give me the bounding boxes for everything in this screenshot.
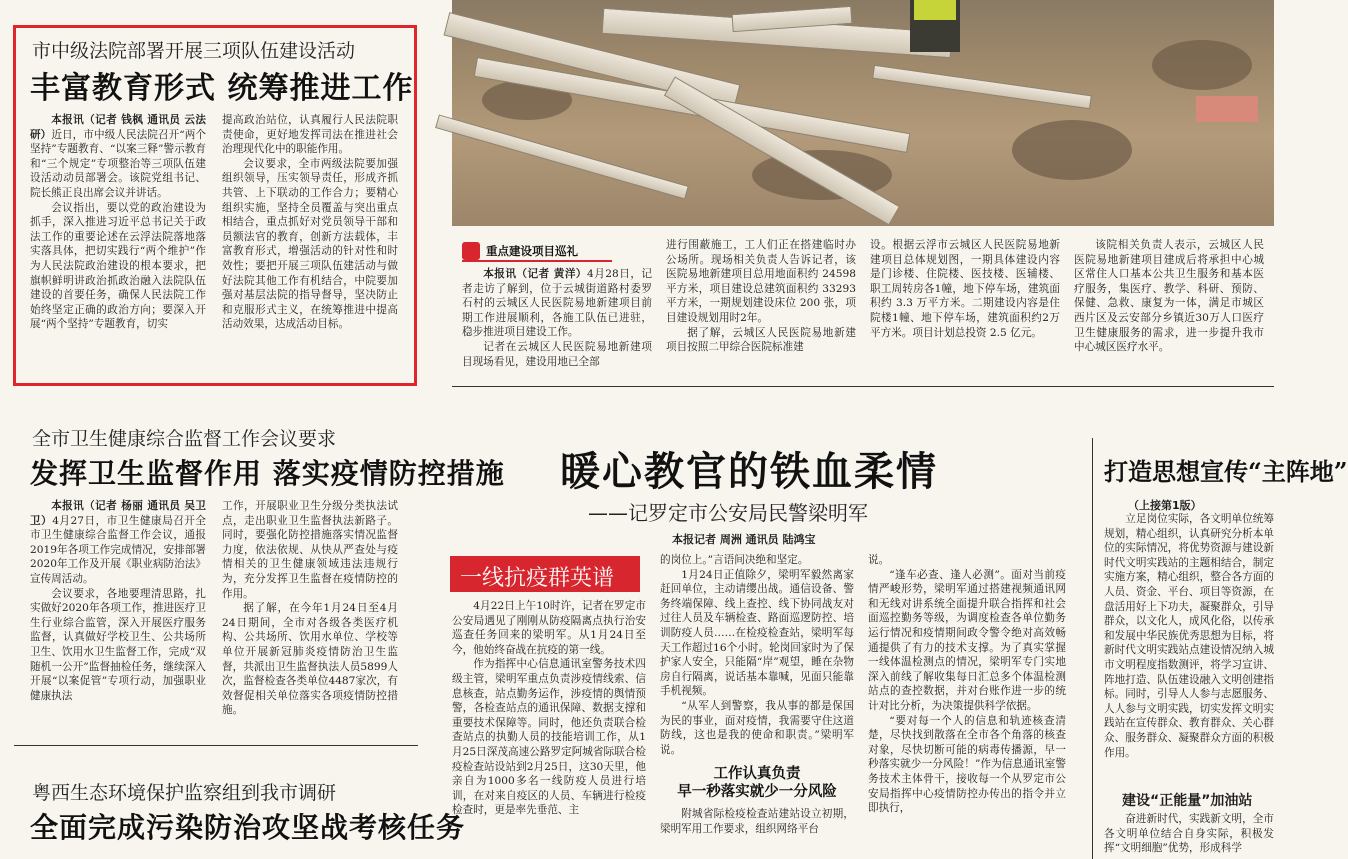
divider — [452, 386, 1274, 387]
police-column-2 — [660, 553, 854, 859]
hospital-text-6: 该院相关负责人表示，云城区人民医院易地新建项目建成后将承担中心城区常住人口基本公共卫生服务和基本医疗服务，集医疗、教学、科研、预防、保健、急救、康复为一体，满足市城区西片区及云安部分乡镇近30万人口医疗卫生健康服务的需求，进一步提升我市中心城区医疗水平。 — [1074, 239, 1264, 354]
health-column-2 — [222, 499, 398, 731]
police-subhead: ——记罗定市公安局民警梁明军 — [588, 501, 868, 525]
hospital-text-2: 记者在云城区人民医院易地新建项目现场看见，建设用地已全部 — [462, 340, 652, 368]
police-text-1: 4月22日上午10时许，记者在罗定市公安局遇见了刚刚从防疫隔离点执行治安巡查任务回来的梁明军。从1月24日至今，他始终奋战在抗疫的第一线。 — [452, 600, 646, 656]
culture-text-2: 奋进新时代，实践新文明，全市各文明单位结合自身实际，积极发挥“文明细胞”优势，形成科学 — [1104, 813, 1274, 855]
health-kicker: 全市卫生健康综合监督工作会议要求 — [32, 428, 337, 450]
culture-column-2 — [1104, 812, 1274, 859]
health-text-3: 工作，开展职业卫生分级分类执法试点，走出职业卫生监督执法新路子。同时，要强化防控措施落实情况监督力度，依法依规、从快从严查处与疫情相关的卫生健康领域违法违规行为，充分发挥卫生监督在疫情防控的作用。 — [222, 500, 398, 600]
hospital-column-2 — [666, 238, 856, 375]
court-byline: 本报讯（记者 钱枫 通讯员 云法研） — [30, 114, 206, 141]
hospital-text-4: 据了解，云城区人民医院易地新建项目按照二甲综合医院标准建 — [666, 326, 856, 354]
police-section-banner: 一线抗疫群英谱 — [450, 556, 640, 592]
police-text-2: 作为指挥中心信息通讯室警务技术四级主管，梁明军重点负责涉疫情线索、信息核查，站点勤务运作，涉疫情的舆情预警，各检查站点的通讯保障、数据支撑和重要技术保障等。同时，他还负责联合检查站点的执勤人员的技能培训工作，从1月25日深茂高速公路罗定阿城省际联合检疫检查站设站到2月25日，这30天里，他亲自为1000多名一线防疫人员进行培训，在对来自疫区的人员、车辆进行检疫检查时，更是率先垂范、主 — [452, 658, 646, 817]
police-text-6: 附城省际检疫检查站建站设立初期，梁明军用工作要求，组织网络平台 — [660, 808, 854, 835]
hospital-text-3: 进行围蔽施工，工人们正在搭建临时办公场所。现场相关负责人告诉记者，该医院易地新建项目总用地面积约 24598 平方米，项目建设总建筑面积约 33293 平方米，一期规划建设床位 200 张，项目建设规划用时2年。 — [666, 239, 856, 324]
court-text-3: 提高政治站位，认真履行人民法院职责使命，更好地发挥司法在推进社会治理现代化中的职能作用。 — [222, 114, 398, 156]
police-text-5: “从军人到警察，我从事的都是保国为民的事业，面对疫情，我需要守住这道防线，这也是我的使命和职责。”梁明军说。 — [660, 699, 854, 756]
police-byline: 本报记者 周洲 通讯员 陆鸿宝 — [672, 533, 816, 546]
health-column-1 — [30, 499, 206, 731]
construction-photo — [452, 0, 1274, 226]
hospital-column-3 — [870, 238, 1060, 375]
police-subhead-line-2: 早一秒落实就少一分风险 — [677, 784, 837, 801]
court-column-2 — [222, 113, 398, 371]
court-text-2: 会议指出，要以党的政治建设为抓手，深入推进习近平总书记关于政法工作的重要论述在云浮法院落地落实落具体，把切实践行“两个维护”作为人民法院政治建设的根本要求，把旗帜鲜明讲政治抓政治融入法院队伍建设的首要任务，确保人民法院工作始终坚定正确的政治方向；要深入开展“两个坚持”专题教育，切实 — [30, 201, 206, 331]
police-column-3 — [868, 553, 1066, 859]
tag-marker-icon — [462, 242, 480, 260]
court-text-4: 会议要求，全市两级法院要加强组织领导，压实领导责任，形成齐抓共管、上下联动的工作合力；要精心组织实施，坚持全员覆盖与突出重点相结合，重点抓好对党员领导干部和员额法官的教育，创新方法载体，丰富教育形式，增强活动的针对性和时效性；要把开展三项队伍建活动与做好法院其他工作有机结合，中院要加强对基层法院的指导督导，坚决防止和克服形式主义，在统筹推进中提高活动效果，达成活动目标。 — [222, 157, 398, 331]
hospital-column-1 — [462, 267, 652, 375]
health-byline: 本报讯（记者 杨丽 通讯员 吴卫卫） — [30, 500, 206, 527]
hospital-tag: 重点建设项目巡礼 — [486, 244, 578, 258]
court-column-1 — [30, 113, 206, 371]
police-text-8: “逢车必查、逢人必测”。面对当前疫情严峻形势，梁明军通过搭建视频通讯网和无线对讲系统全面提升联合指挥和社会面巡控勤务等级，为调度检查各单位勤务运行情况和疫情期间政令警令绝对高效畅通提供了有力的技术支撑。为了真实掌握一线体温检测点的情况，梁明军专门实地深入前线了解收集每日汇总多个体温检测站点的查控数据，并对台账作进一步的统计对比分析，为决策提供科学依据。 — [868, 568, 1066, 712]
health-text-1: 4月27日，市卫生健康局召开全市卫生健康综合监督工作会议，通报2019年各项工作完成情况，安排部署2020年工作及开展《职业病防治法》宣传周活动。 — [30, 514, 206, 585]
column-rule — [1092, 438, 1093, 859]
health-headline: 发挥卫生监督作用 落实疫情防控措施 — [30, 457, 505, 490]
culture-text-1: 立足岗位实际，各文明单位统筹规划，精心组织，认真研究分析本单位的实际情况，将优势资源与建设新时代文明实践站的主题相结合，制定实施方案，精心组织，整合各方面的人员、资金、平台、项目等资源，在盘活用好上下功夫，凝聚群众，引导群众，以文化人，成风化俗，以传承和发展中华民族优秀思想为目标，将新时代文明实践站点建设情况纳入城市文明程度指数测评，将学习宣讲、阵地打造、队伍建设融入文明创建指标。同时，引导人人参与志愿服务、人人参与文明实践，切实发挥文明实践站在宣传群众、教育群众、关心群众、服务群众、凝聚群众方面的积极作用。 — [1104, 513, 1274, 759]
hospital-tag-bar — [462, 240, 612, 262]
police-text-9: “要对每一个人的信息和轨迹核查清楚，尽快找到散落在全市各个角落的核查对象，尽快切断可能的病毒传播源，早一秒落实就少一分风险！”作为信息通讯室警务技术主体骨干，接收每一个从罗定市公安局指挥中心疫情防控办传出的指令并立即执行， — [868, 714, 1066, 815]
hospital-text-1: 4月28日，记者走访了解到，位于云城街道路村委罗石村的云城区人民医院易地新建项目前期工作进展顺利，各施工队伍已进驻，稳步推进项目建设工作。 — [462, 268, 652, 339]
police-headline: 暖心教官的铁血柔情 — [560, 448, 938, 495]
police-subhead-line-1: 工作认真负责 — [713, 766, 801, 783]
culture-column — [1104, 512, 1274, 788]
culture-continued: （上接第1版） — [1128, 499, 1202, 512]
police-text-3: 的岗位上。”言语间决绝和坚定。 — [660, 554, 809, 566]
eco-kicker: 粤西生态环境保护监察组到我市调研 — [32, 782, 337, 804]
police-column-1 — [452, 599, 646, 859]
culture-subhead: 建设“正能量”加油站 — [1122, 793, 1253, 809]
hospital-text-5: 设。根据云浮市云城区人民医院易地新建项目总体规划图，一期具体建设内容是门诊楼、住院楼、医技楼、医辅楼、职工周转房各1幢，地下停车场，建筑面积约 3.3 万平方米。二期建设内容是住院楼1幢、地下停车场，建筑面积约2万平方米。项目计划总投资 2.5 亿元。 — [870, 239, 1060, 339]
police-section-subhead — [660, 765, 854, 801]
court-text-1: 近日，市中级人民法院召开“两个坚持”专题教育、“以案三释”警示教育和“三个规定”专项整治等三项队伍建设活动动员部署会。该院党组书记、院长熊正良出席会议并讲话。 — [30, 128, 206, 199]
court-kicker: 市中级法院部署开展三项队伍建设活动 — [32, 40, 356, 62]
health-text-4: 据了解，在今年1月24日至4月24日期间，全市对各级各类医疗机构、公共场所、饮用水单位、学校等单位开展新冠肺炎疫情防治卫生监督，共派出卫生监督执法人员5899人次，监督检查各类单位4487家次，有效督促相关单位落实各项疫情防控措施。 — [222, 602, 398, 717]
divider — [14, 745, 418, 746]
court-headline: 丰富教育形式 统筹推进工作 — [30, 71, 414, 106]
hospital-byline: 本报讯（记者 黄洋） — [483, 268, 587, 280]
health-text-2: 会议要求，各地要理清思路，扎实做好2020年各项工作，推进医疗卫生行业综合监管，深入开展医疗服务监督，认真做好学校卫生、公共场所卫生、饮用水卫生监督工作，完成“双随机一公开”监督抽检任务，继续深入开展“以案促管”专项行动，加强职业健康执法 — [30, 587, 206, 702]
hospital-column-4 — [1074, 238, 1264, 375]
culture-headline: 打造思想宣传“主阵地” — [1104, 457, 1348, 486]
eco-headline: 全面完成污染防治攻坚战考核任务 — [30, 811, 466, 844]
police-text-7: 说。 — [868, 554, 890, 566]
police-text-4: 1月24日正值除夕，梁明军毅然离家赶回单位，主动请缨出战。通信设备、警务终端保障、线上查控、线下协同战友对过往人员及车辆检查、路面巡逻防控、培训防疫人员……在检疫检查站，梁明军每天工作超过16个小时。轮岗回家时为了保护家人安全，只能隔“岸”观望，睡在杂物房自行隔离，说话基本靠喊，见面只能靠手机视频。 — [660, 568, 854, 698]
